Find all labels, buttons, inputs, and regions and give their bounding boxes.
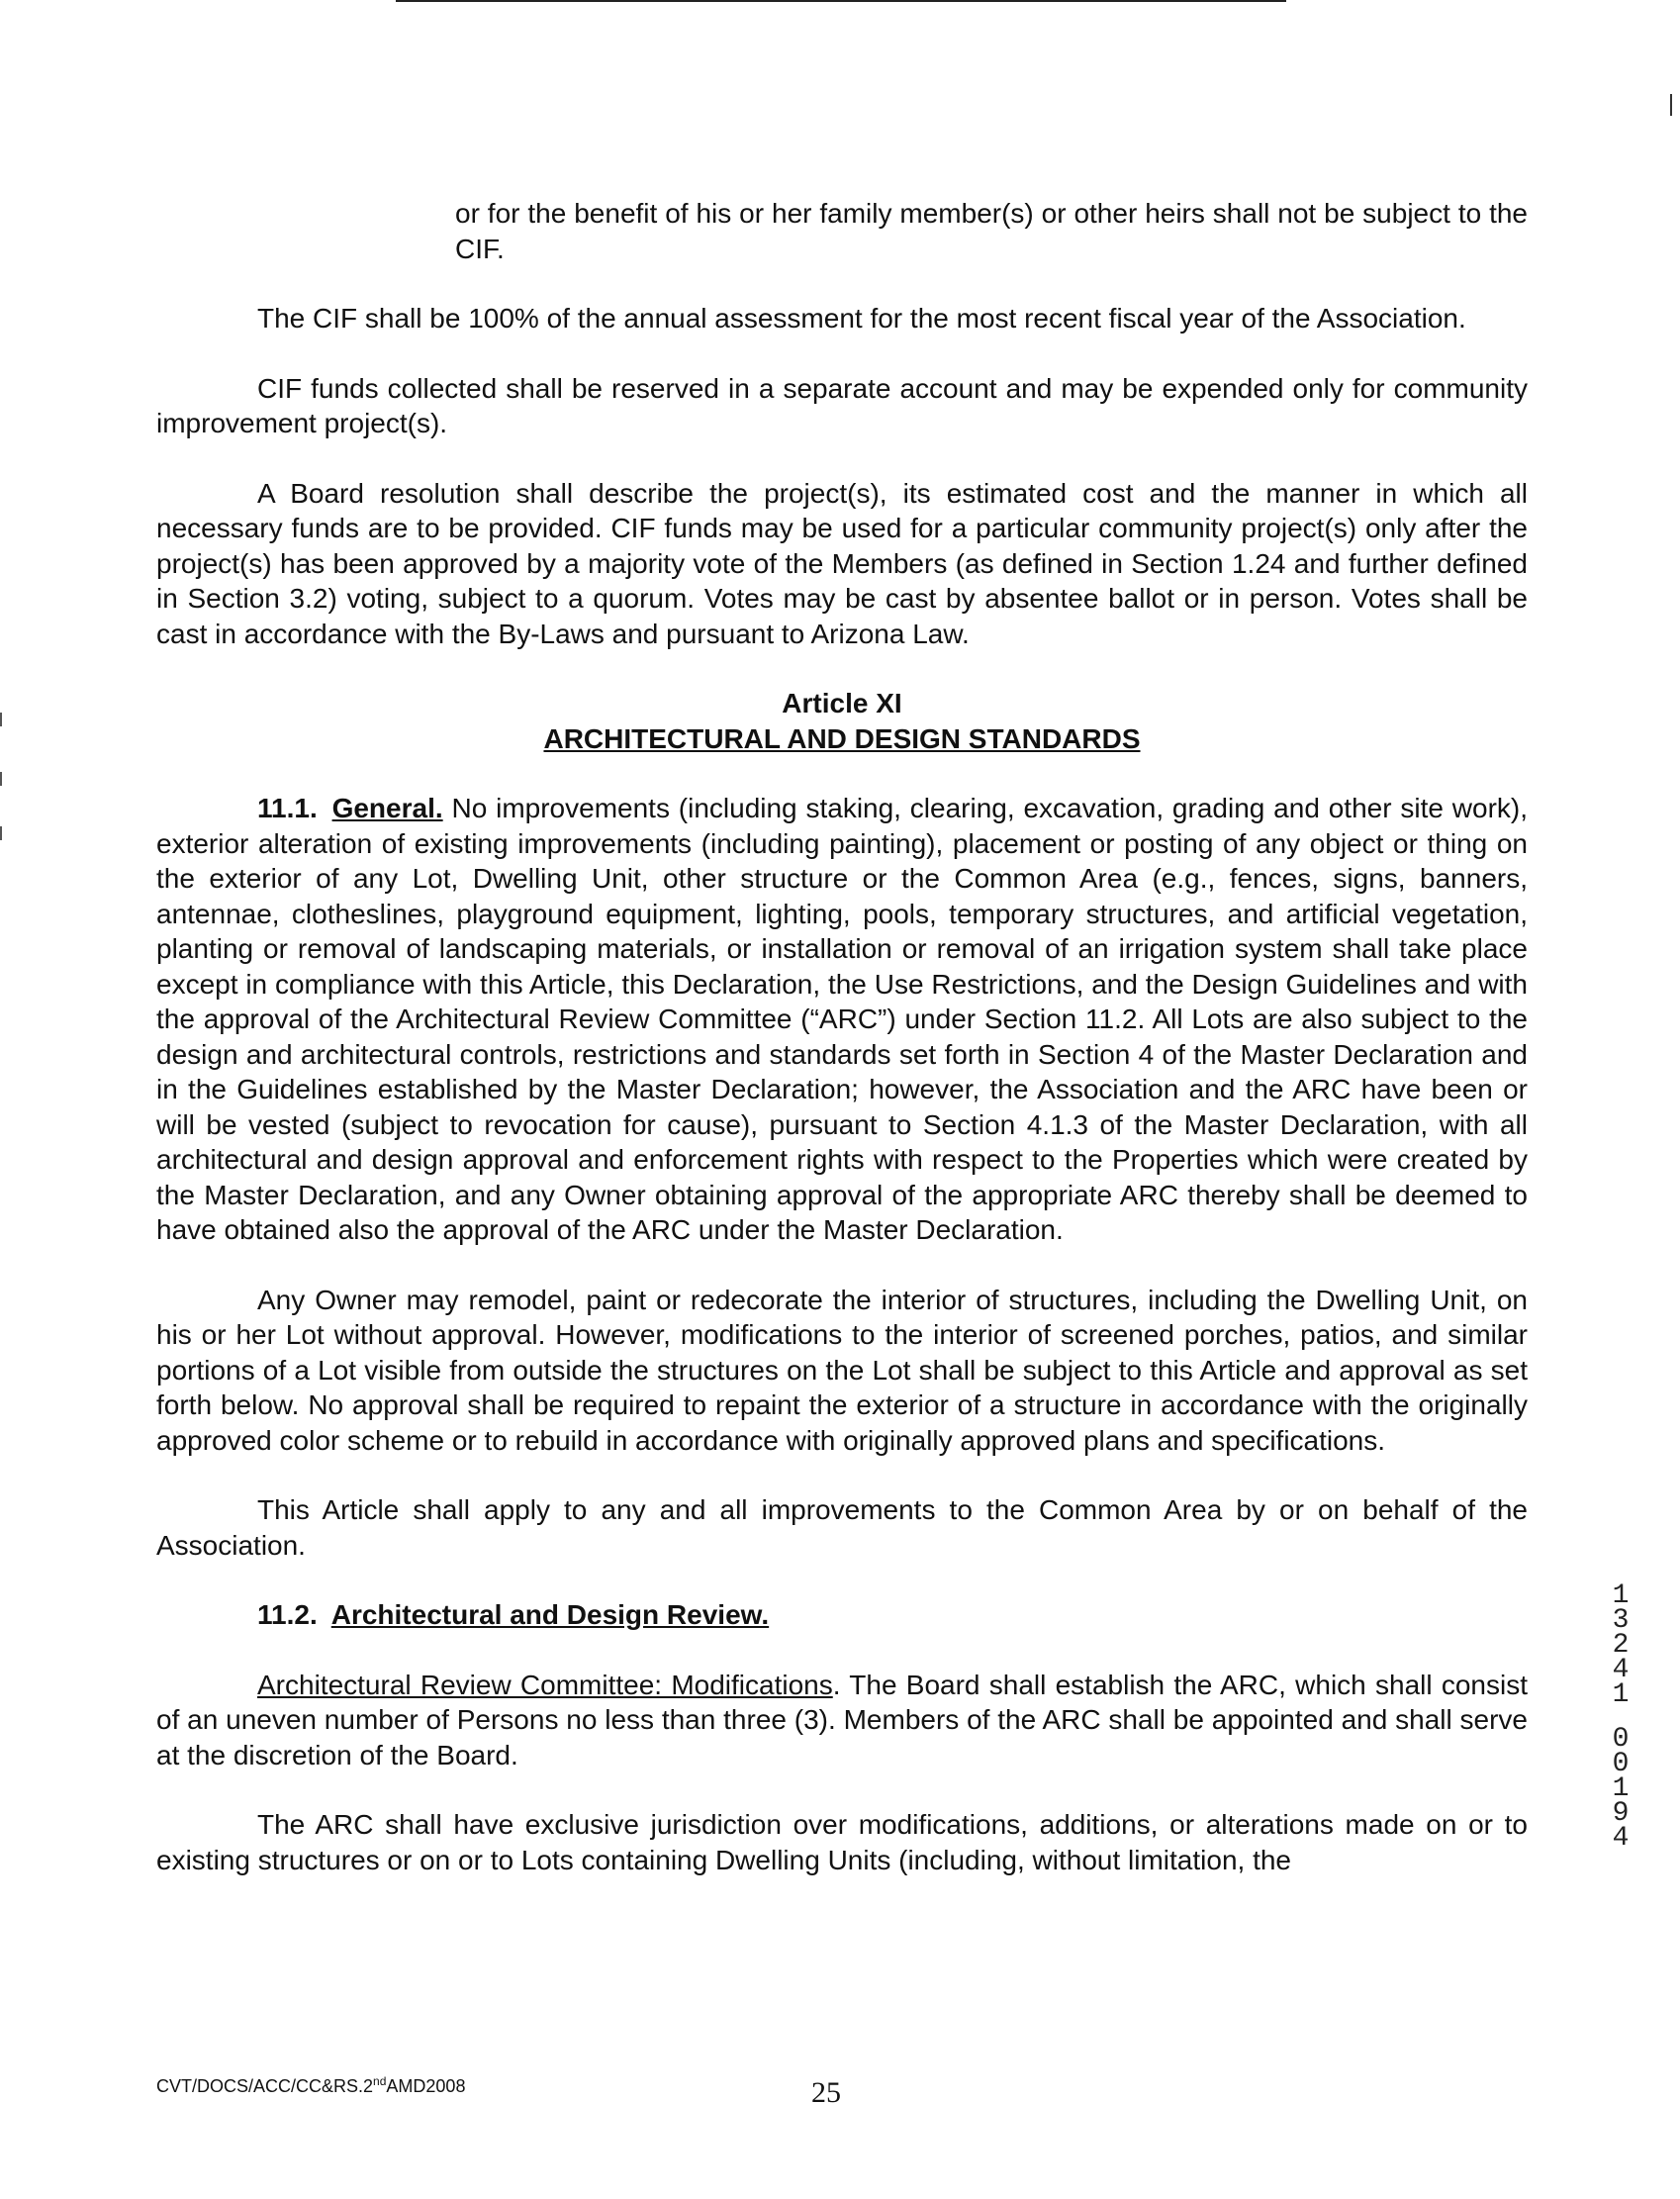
section-11-2-heading	[156, 1597, 1528, 1633]
section-11-1-paragraph	[156, 791, 1528, 1248]
paragraph: Any Owner may remodel, paint or redecorate the interior of structures, including the Dwelling Unit, on his or her Lot without approval. However, modifications to the interior of screened porches, patios, and similar portions of a Lot visible from outside the structures on the Lot shall be subject to this Article and approval as set forth below. No approval shall be required to repaint the exterior of a structure in accordance with the originally approved color scheme or to rebuild in accordance with originally approved plans and specifications.	[156, 1284, 1528, 1456]
top-scan-rule	[396, 0, 1286, 2]
article-heading	[156, 686, 1528, 756]
section-body: No improvements (including staking, clearing, excavation, grading and other site work), exterior alteration of existing improvements (including painting), placement or posting of any object or thing on the exterior of any Lot, Dwelling Unit, other structure or the Common Area (e.g., fences, signs, banners, antennae, clotheslines, playground equipment, lighting, pools, temporary structures, and artificial vegetation, planting or removal of landscaping materials, or installation or removal of an irrigation system shall take place except in compliance with this Article, this Declaration, the Use Restrictions, and the Design Guidelines and with the approval of the Architectural Review Committee (“ARC”) under Section 11.2. All Lots are also subject to the design and architectural controls, restrictions and standards set forth in Section 4 of the Master Declaration and in the Guidelines established by the Master Declaration; however, the Association and the ARC have been or will be vested (subject to revocation for cause), pursuant to Section 4.1.3 of the Master Declaration, with all architectural and design approval and enforcement rights with respect to the Properties which were created by the Master Declaration, and any Owner obtaining approval of the appropriate ARC thereby shall be deemed to have obtained also the approval of the ARC under the Master Declaration.	[156, 793, 1529, 1245]
section-number: 11.1.	[257, 793, 318, 823]
document-body	[156, 196, 1528, 1912]
paragraph: CIF funds collected shall be reserved in a separate account and may be expended only for community improvement project(s).	[156, 372, 1528, 438]
recording-stamp: 1 3 2 4 1 0 0 1 9 4	[1612, 1580, 1630, 1854]
article-number: Article XI	[782, 688, 902, 718]
scan-mark	[0, 826, 2, 840]
scan-mark	[1670, 94, 1672, 116]
section-11-2-paragraph	[156, 1668, 1528, 1773]
scan-mark	[0, 713, 2, 726]
subsection-title: Architectural Review Committee: Modifications	[257, 1669, 833, 1700]
paragraph: A Board resolution shall describe the project(s), its estimated cost and the manner in which all necessary funds are to be provided. CIF funds may be used for a particular community project(s) only after the project(s) has been approved by a majority vote of the Members (as defined in Section 1.24 and further defined in Section 3.2) voting, subject to a quorum. Votes may be cast by absentee ballot or in person. Votes shall be cast in accordance with the By-Laws and pursuant to Arizona Law.	[156, 477, 1528, 649]
paragraph: The CIF shall be 100% of the annual assessment for the most recent fiscal year of the Association.	[257, 303, 1466, 334]
paragraph: or for the benefit of his or her family member(s) or other heirs shall not be subject to the CIF.	[455, 198, 1528, 264]
section-title: General.	[331, 793, 443, 823]
article-title: ARCHITECTURAL AND DESIGN STANDARDS	[543, 722, 1141, 754]
paragraph: This Article shall apply to any and all improvements to the Common Area by or on behalf of the Association.	[156, 1494, 1528, 1561]
document-id: CVT/DOCS/ACC/CC&RS.2ndAMD2008	[156, 2074, 466, 2096]
section-number: 11.2.	[257, 1599, 318, 1630]
section-title: Architectural and Design Review.	[330, 1599, 770, 1630]
scan-mark	[0, 772, 2, 786]
page-number: 25	[811, 2076, 841, 2109]
section-body: . The Board shall establish the ARC, which shall consist of an uneven number of Persons no less than three (3). Members of the ARC shall be appointed and shall serve at the discretion of the Board.	[156, 1669, 1528, 1770]
paragraph: The ARC shall have exclusive jurisdiction over modifications, additions, or alterations made on or to existing structures or on or to Lots containing Dwelling Units (including, without limitation, the	[156, 1809, 1528, 1875]
